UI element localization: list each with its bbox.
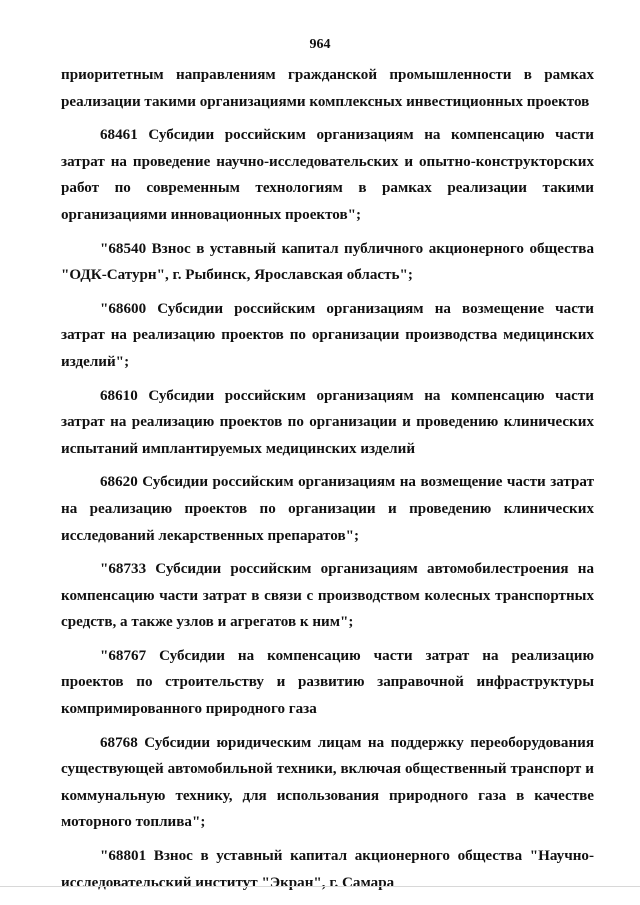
- paragraph-68767: "68767 Субсидии на компенсацию части затрат на реализацию проектов по строительству и развитию заправочной инфраструктуры компримированного природного газа: [61, 647, 594, 718]
- paragraph-68801: "68801 Взнос в уставный капитал акционерного общества "Научно-исследовательский институт "Экран", г. Самара: [61, 848, 594, 891]
- document-body: [61, 62, 594, 896]
- paragraph-68461: 68461 Субсидии российским организациям на компенсацию части затрат на проведение научно-исследовательских и опытно-конструкторских работ по современным технологиям в рамках реализации такими организациями инновационных проектов";: [61, 127, 594, 223]
- paragraph-68540: "68540 Взнос в уставный капитал публичного акционерного общества "ОДК-Сатурн", г. Рыбинск, Ярославская область";: [61, 240, 594, 284]
- page-number: 964: [309, 37, 331, 52]
- paragraph-continuation: приоритетным направлениям гражданской промышленности в рамках реализации такими организациями комплексных инвестиционных проектов: [61, 67, 594, 110]
- paragraph-68600: "68600 Субсидии российским организациям на возмещение части затрат на реализацию проектов по организации производства медицинских изделий";: [61, 300, 594, 370]
- bottom-divider: [0, 886, 640, 887]
- paragraph-68733: "68733 Субсидии российским организациям автомобилестроения на компенсацию части затрат в связи с производством колесных транспортных средств, а также узлов и агрегатов к ним";: [61, 561, 594, 631]
- paragraph-68620: 68620 Субсидии российским организациям на возмещение части затрат на реализацию проектов по организации и проведению клинических исследований лекарственных препаратов";: [61, 474, 594, 544]
- paragraph-68610: 68610 Субсидии российским организациям на компенсацию части затрат на реализацию проектов по организации и проведению клинических испытаний имплантируемых медицинских изделий: [61, 387, 594, 457]
- paragraph-68768: 68768 Субсидии юридическим лицам на поддержку переоборудования существующей автомобильной техники, включая общественный транспорт и коммунальную технику, для использования природного газа в качестве моторного топлива";: [61, 734, 594, 831]
